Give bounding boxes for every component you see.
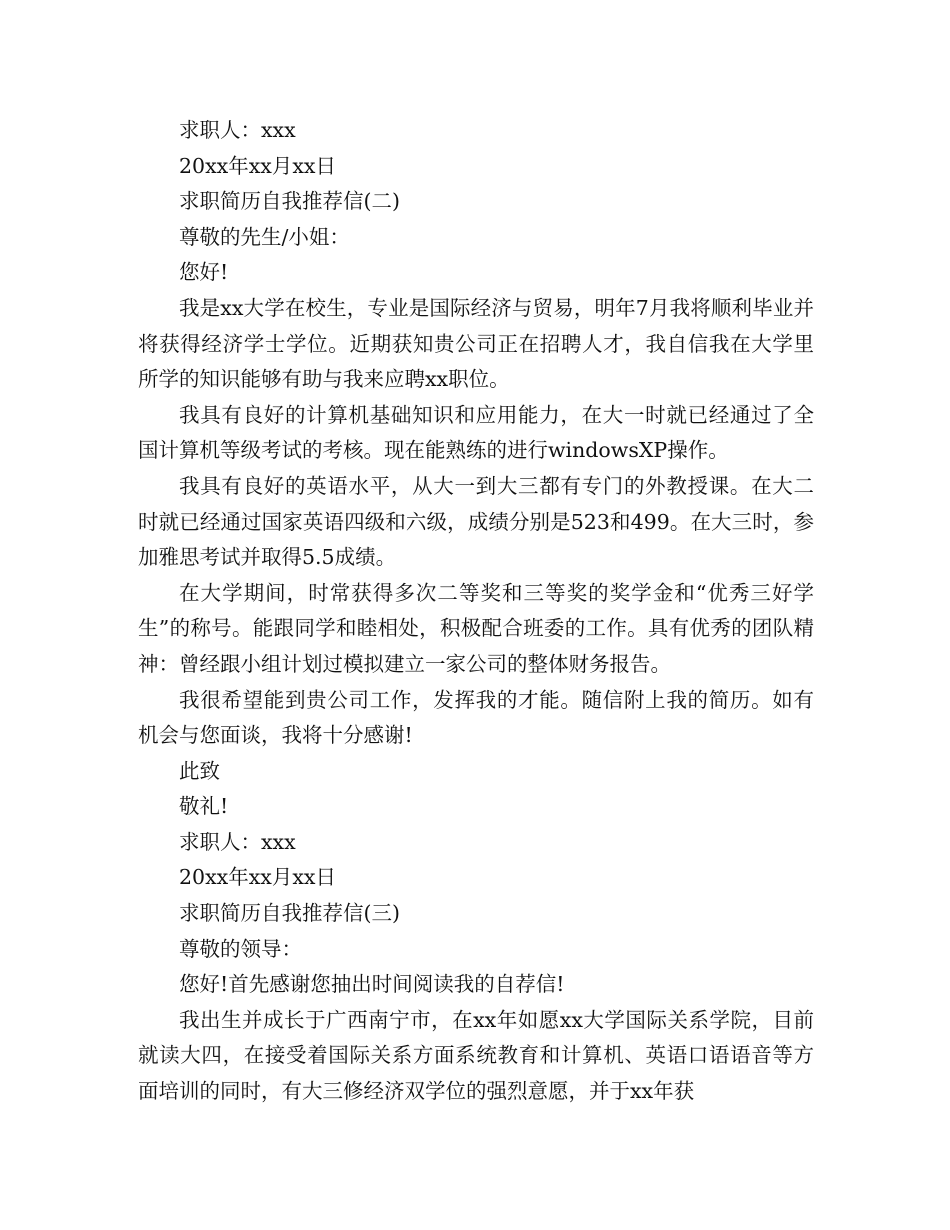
body-paragraph: 在大学期间，时常获得多次二等奖和三等奖的奖学金和“优秀三好学生”的称号。能跟同学和睦相处，积极配合班委的工作。具有优秀的团队精神：曾经跟小组计划过模拟建立一家公司的整体财务报告。 xyxy=(138,580,814,676)
body-paragraph: 我具有良好的计算机基础知识和应用能力，在大一时就已经通过了全国计算机等级考试的考核。现在能熟练的进行windowsXP操作。 xyxy=(138,402,814,463)
signature-date: 20xx年xx月xx日 xyxy=(179,153,336,178)
signature-date: 20xx年xx月xx日 xyxy=(179,865,336,890)
body-paragraph: 我是xx大学在校生，专业是国际经济与贸易，明年7月我将顺利毕业并将获得经济学士学位。近期获知贵公司正在招聘人才，我自信我在大学里所学的知识能够有助与我来应聘xx职位。 xyxy=(138,295,814,392)
signature-applicant: 求职人：xxx xyxy=(179,118,296,142)
closing-phrase: 此致 xyxy=(179,758,220,783)
body-paragraph: 我具有良好的英语水平，从大一到大三都有专门的外教授课。在大二时就已经通过国家英语四级和六级，成绩分别是523和499。在大三时，参加雅思考试并取得5.5成绩。 xyxy=(138,473,814,570)
section-title-letter-3: 求职简历自我推荐信(三) xyxy=(179,901,400,926)
signature-applicant: 求职人：xxx xyxy=(179,829,296,854)
closing-salute: 敬礼! xyxy=(179,794,229,819)
section-title-letter-2: 求职简历自我推荐信(二) xyxy=(179,189,400,214)
salutation: 尊敬的先生/小姐： xyxy=(179,224,350,249)
body-paragraph: 我出生并成长于广西南宁市，在xx年如愿xx大学国际关系学院，目前就读大四，在接受着国际关系方面系统教育和计算机、英语口语语音等方面培训的同时，有大三修经济双学位的强烈意愿，并于xx年获 xyxy=(138,1007,814,1104)
greeting: 您好! xyxy=(179,260,229,285)
salutation: 尊敬的领导： xyxy=(179,936,302,961)
letter-body xyxy=(138,113,814,1110)
body-paragraph: 我很希望能到贵公司工作，发挥我的才能。随信附上我的简历。如有机会与您面谈，我将十分感谢! xyxy=(138,687,814,748)
greeting: 您好!首先感谢您抽出时间阅读我的自荐信! xyxy=(179,972,565,997)
